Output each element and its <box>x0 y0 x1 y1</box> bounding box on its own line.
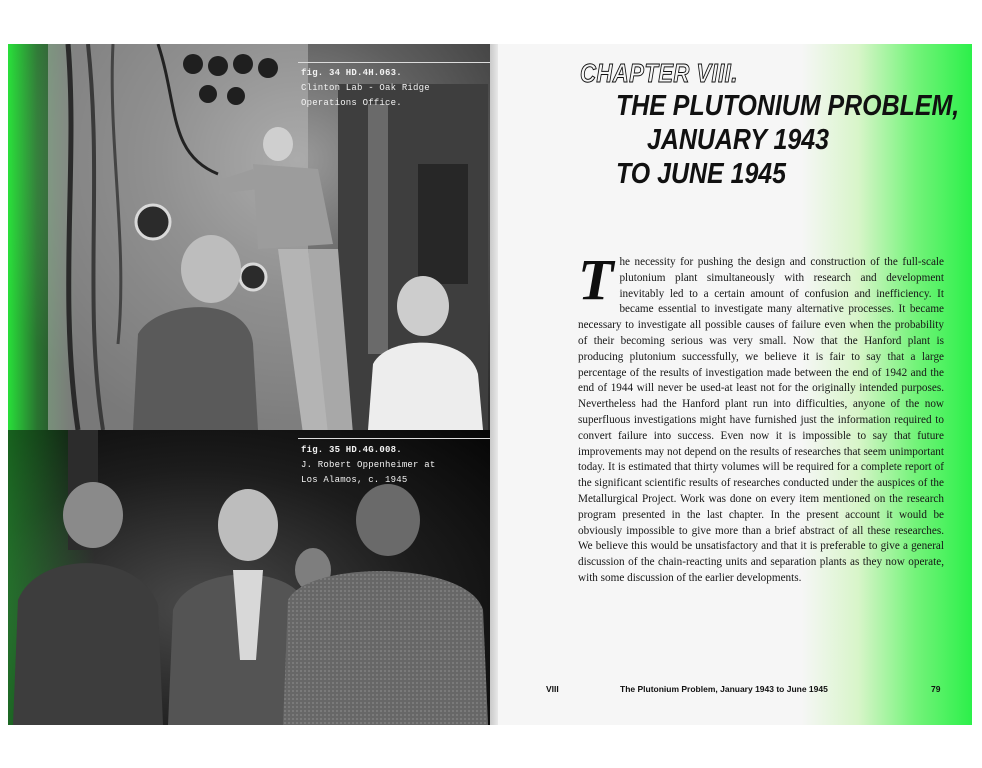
caption-rule-bottom <box>298 438 490 439</box>
chapter-title <box>616 89 960 191</box>
figure-34-id: fig. 34 HD.4H.063. <box>301 68 402 78</box>
chapter-title-line-3: TO JUNE 1945 <box>616 158 787 190</box>
chapter-title-line-2: JANUARY 1943 <box>646 124 830 156</box>
figure-34-line2: Operations Office. <box>301 98 402 108</box>
chapter-title-line-1: THE PLUTONIUM PROBLEM, <box>616 90 960 122</box>
caption-figure-35 <box>301 443 481 488</box>
drop-cap: T <box>578 247 614 312</box>
book-spread <box>8 44 972 725</box>
right-page <box>498 44 972 725</box>
left-page <box>8 44 490 725</box>
figure-35-id: fig. 35 HD.4G.008. <box>301 445 402 455</box>
body-text: he necessity for pushing the design and construction of the full-scale plutonium plant simultaneously with research and development inevitably led to a certain amount of confusion and inefficiency. It became essential to investigate many alternative processes. It became necessary to investigate all possible causes of failure even when the probability of their becoming serious was very small. Now that the Hanford plant is producing plutonium successfully, we believe it is fair to say that a large percentage of the results of investigation made between the end of 1942 and the end of 1944 will never be used-at least not for the originally intended purposes. Nevertheless had the Hanford plant run into difficulties, anyone of the now superfluous investigations might have furnished just the information required to convert failure into success. Even now it is impossible to say that future improvements may not depend on the results of researches that seem unimportant today. It is estimated that thirty volumes will be required for a complete report of the significant scientific results of researches conducted under the auspices of the Metallurgical Project. Work was done on every item mentioned on the research program presented in the last chapter. In the present account it would be obviously impossible to give more than a brief abstract of all these researches. We believe this would be unsatisfactory and that it is preferable to give a general discussion of the chain-reacting units and separation plants as they now operate, with some discussion of the earlier developments. <box>578 256 944 584</box>
chapter-label: CHAPTER VIII. <box>580 58 738 88</box>
page-number: 79 <box>931 684 941 694</box>
caption-figure-34 <box>301 66 481 111</box>
photo-clinton-lab <box>8 44 490 430</box>
figure-35-line1: J. Robert Oppenheimer at <box>301 460 436 470</box>
figure-35-line2: Los Alamos, c. 1945 <box>301 475 408 485</box>
body-paragraph <box>578 247 944 587</box>
figure-34-line1: Clinton Lab - Oak Ridge <box>301 83 430 93</box>
footer-chapter: VIII <box>546 684 559 694</box>
footer-running-title: The Plutonium Problem, January 1943 to June 1945 <box>620 684 828 694</box>
photo-oppenheimer <box>8 430 490 725</box>
caption-rule-top <box>298 62 490 63</box>
